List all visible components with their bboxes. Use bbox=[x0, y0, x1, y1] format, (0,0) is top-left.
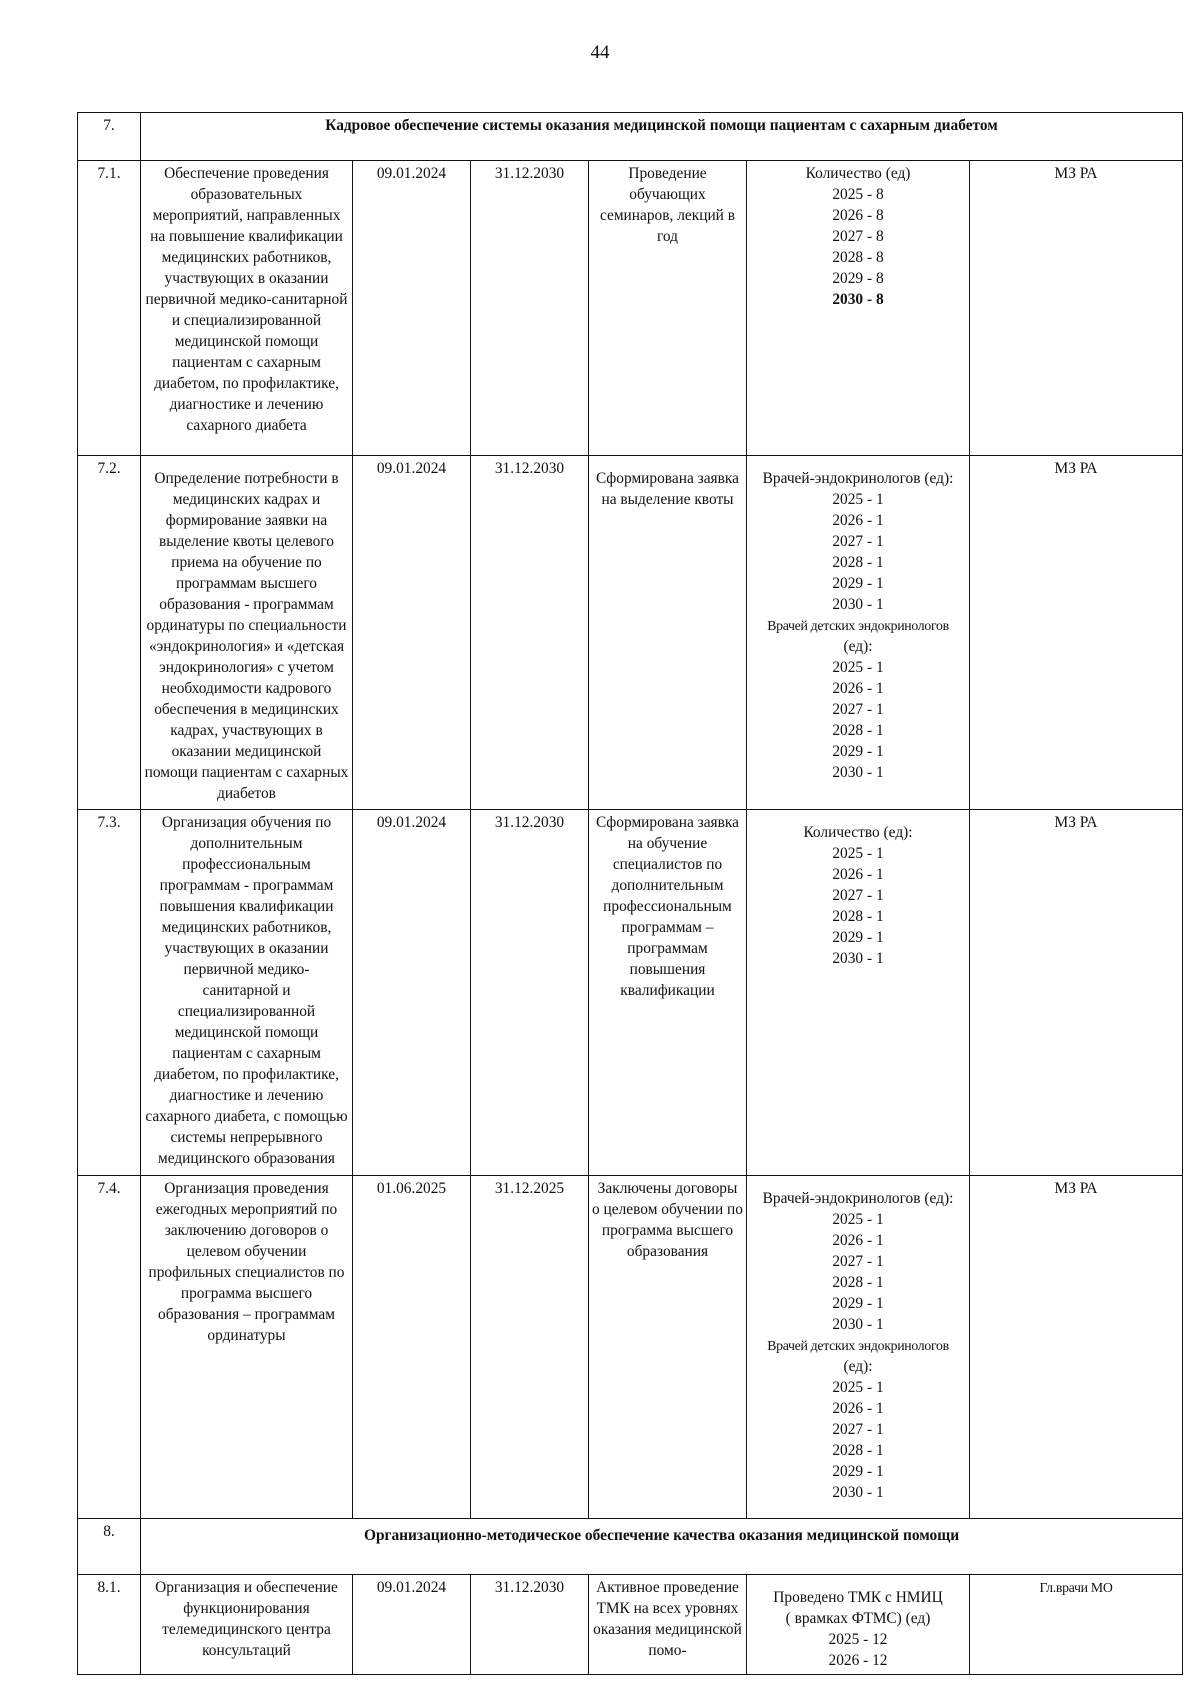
plan-table bbox=[77, 112, 1183, 1675]
indicator-line: Врачей детских эндокринологов bbox=[767, 618, 949, 634]
indicator-line: Врачей-эндокринологов (ед): bbox=[762, 470, 954, 488]
indicator-line: 2030 - 1 bbox=[832, 950, 884, 968]
expected-result: Заключены договоры о целевом обучении по программа высшего образования bbox=[589, 1175, 747, 1518]
indicator-cell bbox=[747, 1575, 970, 1675]
table-row bbox=[78, 810, 1183, 1175]
responsible: МЗ РА bbox=[970, 1175, 1183, 1518]
indicator-line: (ед): bbox=[843, 638, 873, 656]
indicator-line: 2026 - 8 bbox=[832, 207, 884, 225]
indicator-line: 2028 - 1 bbox=[832, 554, 884, 572]
expected-result: Сформирована заявка на выделение квоты bbox=[589, 456, 747, 810]
page-number: 44 bbox=[590, 42, 610, 63]
responsible: МЗ РА bbox=[970, 456, 1183, 810]
table-row bbox=[78, 456, 1183, 810]
end-date: 31.12.2030 bbox=[471, 456, 589, 810]
indicator-line: 2029 - 1 bbox=[832, 1294, 884, 1312]
expected-result: Проведение обучающих семинаров, лекций в год bbox=[589, 161, 747, 456]
section-number: 7. bbox=[78, 113, 141, 161]
activity-description: Определение потребности в медицинских кадрах и формирование заявки на выделение квоты целевого приема на обучение по программам высшего образования - программам ординатуры по специальности «эндокринология» и «детская эндокринология» с учетом необходимости кадрового обеспечения в медицинских кадрах, участвующих в оказании медицинской помощи пациентам с сахарных диабетов bbox=[141, 456, 353, 810]
indicator-line: 2026 - 12 bbox=[828, 1652, 888, 1670]
indicator-line: 2026 - 1 bbox=[832, 680, 884, 698]
indicator-line: 2030 - 8 bbox=[832, 291, 884, 309]
row-number: 7.1. bbox=[78, 161, 141, 456]
indicator-line: Проведено ТМК с НМИЦ bbox=[773, 1589, 943, 1607]
indicator-line: 2026 - 1 bbox=[832, 1399, 884, 1417]
indicator-line: 2030 - 1 bbox=[832, 764, 884, 782]
indicator-line: 2027 - 1 bbox=[832, 887, 884, 905]
activity-description: Организация проведения ежегодных мероприятий по заключению договоров о целевом обучении профильных специалистов по программа высшего образования – программам ординатуры bbox=[141, 1175, 353, 1518]
start-date: 09.01.2024 bbox=[353, 456, 471, 810]
activity-description: Организация обучения по дополнительным профессиональным программам - программам повышения квалификации медицинских работников, участвующих в оказании первичной медико- санитарной и специализированной медицинской помощи пациентам с сахарным диабетом, по профилактике, диагностике и лечению сахарного диабета, с помощью системы непрерывного медицинского образования bbox=[141, 810, 353, 1175]
indicator-line: Количество (ед) bbox=[805, 165, 911, 183]
indicator-line: 2025 - 8 bbox=[832, 186, 884, 204]
indicator-line: 2030 - 1 bbox=[832, 1483, 884, 1501]
start-date: 09.01.2024 bbox=[353, 1575, 471, 1675]
indicator-cell bbox=[747, 161, 970, 456]
indicator-line: 2029 - 1 bbox=[832, 1462, 884, 1480]
indicator-line: 2029 - 1 bbox=[832, 575, 884, 593]
indicator-line: 2028 - 1 bbox=[832, 1273, 884, 1291]
indicator-line: 2030 - 1 bbox=[832, 1315, 884, 1333]
indicator-cell bbox=[747, 456, 970, 810]
plan-table-body bbox=[78, 113, 1183, 1675]
indicator-line: 2027 - 1 bbox=[832, 1420, 884, 1438]
indicator-line: 2025 - 1 bbox=[832, 659, 884, 677]
indicator-line: 2030 - 1 bbox=[832, 596, 884, 614]
section-header-row bbox=[78, 113, 1183, 161]
indicator-line: ( врамках ФТМС) (ед) bbox=[785, 1610, 931, 1628]
indicator-line: Врачей детских эндокринологов bbox=[767, 1337, 949, 1353]
indicator-line: 2025 - 1 bbox=[832, 845, 884, 863]
indicator-line: 2026 - 1 bbox=[832, 512, 884, 530]
indicator-line: 2026 - 1 bbox=[832, 866, 884, 884]
indicator-line: 2027 - 1 bbox=[832, 1252, 884, 1270]
start-date: 01.06.2025 bbox=[353, 1175, 471, 1518]
responsible: Гл.врачи МО bbox=[970, 1575, 1183, 1675]
indicator-line: Врачей-эндокринологов (ед): bbox=[762, 1189, 954, 1207]
start-date: 09.01.2024 bbox=[353, 161, 471, 456]
activity-description: Обеспечение проведения образовательных мероприятий, направленных на повышение квалификации медицинских работников, участвующих в оказании первичной медико-санитарной и специализированной медицинской помощи пациентам с сахарным диабетом, по профилактике, диагностике и лечению сахарного диабета bbox=[141, 161, 353, 456]
row-number: 7.2. bbox=[78, 456, 141, 810]
indicator-line: 2025 - 12 bbox=[828, 1631, 888, 1649]
section-title: Организационно-методическое обеспечение качества оказания медицинской помощи bbox=[141, 1518, 1183, 1575]
indicator-line: 2028 - 1 bbox=[832, 1441, 884, 1459]
end-date: 31.12.2030 bbox=[471, 161, 589, 456]
section-title: Кадровое обеспечение системы оказания медицинской помощи пациентам с сахарным диабетом bbox=[141, 113, 1183, 161]
end-date: 31.12.2030 bbox=[471, 1575, 589, 1675]
indicator-cell bbox=[747, 1175, 970, 1518]
indicator-line: 2027 - 1 bbox=[832, 701, 884, 719]
indicator-line: 2025 - 1 bbox=[832, 1378, 884, 1396]
indicator-line: 2029 - 1 bbox=[832, 743, 884, 761]
indicator-line: 2029 - 8 bbox=[832, 270, 884, 288]
responsible: МЗ РА bbox=[970, 161, 1183, 456]
row-number: 7.3. bbox=[78, 810, 141, 1175]
indicator-line: 2026 - 1 bbox=[832, 1231, 884, 1249]
indicator-line: 2027 - 8 bbox=[832, 228, 884, 246]
indicator-line: 2028 - 1 bbox=[832, 722, 884, 740]
expected-result: Сформирована заявка на обучение специалистов по дополнительным профессиональным программам – программам повышения квалификации bbox=[589, 810, 747, 1175]
end-date: 31.12.2025 bbox=[471, 1175, 589, 1518]
indicator-line: 2028 - 8 bbox=[832, 249, 884, 267]
activity-description: Организация и обеспечение функционирования телемедицинского центра консультаций bbox=[141, 1575, 353, 1675]
table-row bbox=[78, 161, 1183, 456]
indicator-line: 2028 - 1 bbox=[832, 908, 884, 926]
indicator-line: 2025 - 1 bbox=[832, 1210, 884, 1228]
row-number: 7.4. bbox=[78, 1175, 141, 1518]
indicator-line: 2027 - 1 bbox=[832, 533, 884, 551]
indicator-line: 2029 - 1 bbox=[832, 929, 884, 947]
expected-result: Активное проведение ТМК на всех уровнях оказания медицинской помо- bbox=[589, 1575, 747, 1675]
start-date: 09.01.2024 bbox=[353, 810, 471, 1175]
section-number: 8. bbox=[78, 1518, 141, 1575]
indicator-line: 2025 - 1 bbox=[832, 491, 884, 509]
table-row bbox=[78, 1175, 1183, 1518]
table-row bbox=[78, 1575, 1183, 1675]
responsible: МЗ РА bbox=[970, 810, 1183, 1175]
indicator-cell bbox=[747, 810, 970, 1175]
row-number: 8.1. bbox=[78, 1575, 141, 1675]
indicator-line: (ед): bbox=[843, 1357, 873, 1375]
end-date: 31.12.2030 bbox=[471, 810, 589, 1175]
indicator-line: Количество (ед): bbox=[803, 824, 913, 842]
section-header-row bbox=[78, 1518, 1183, 1575]
